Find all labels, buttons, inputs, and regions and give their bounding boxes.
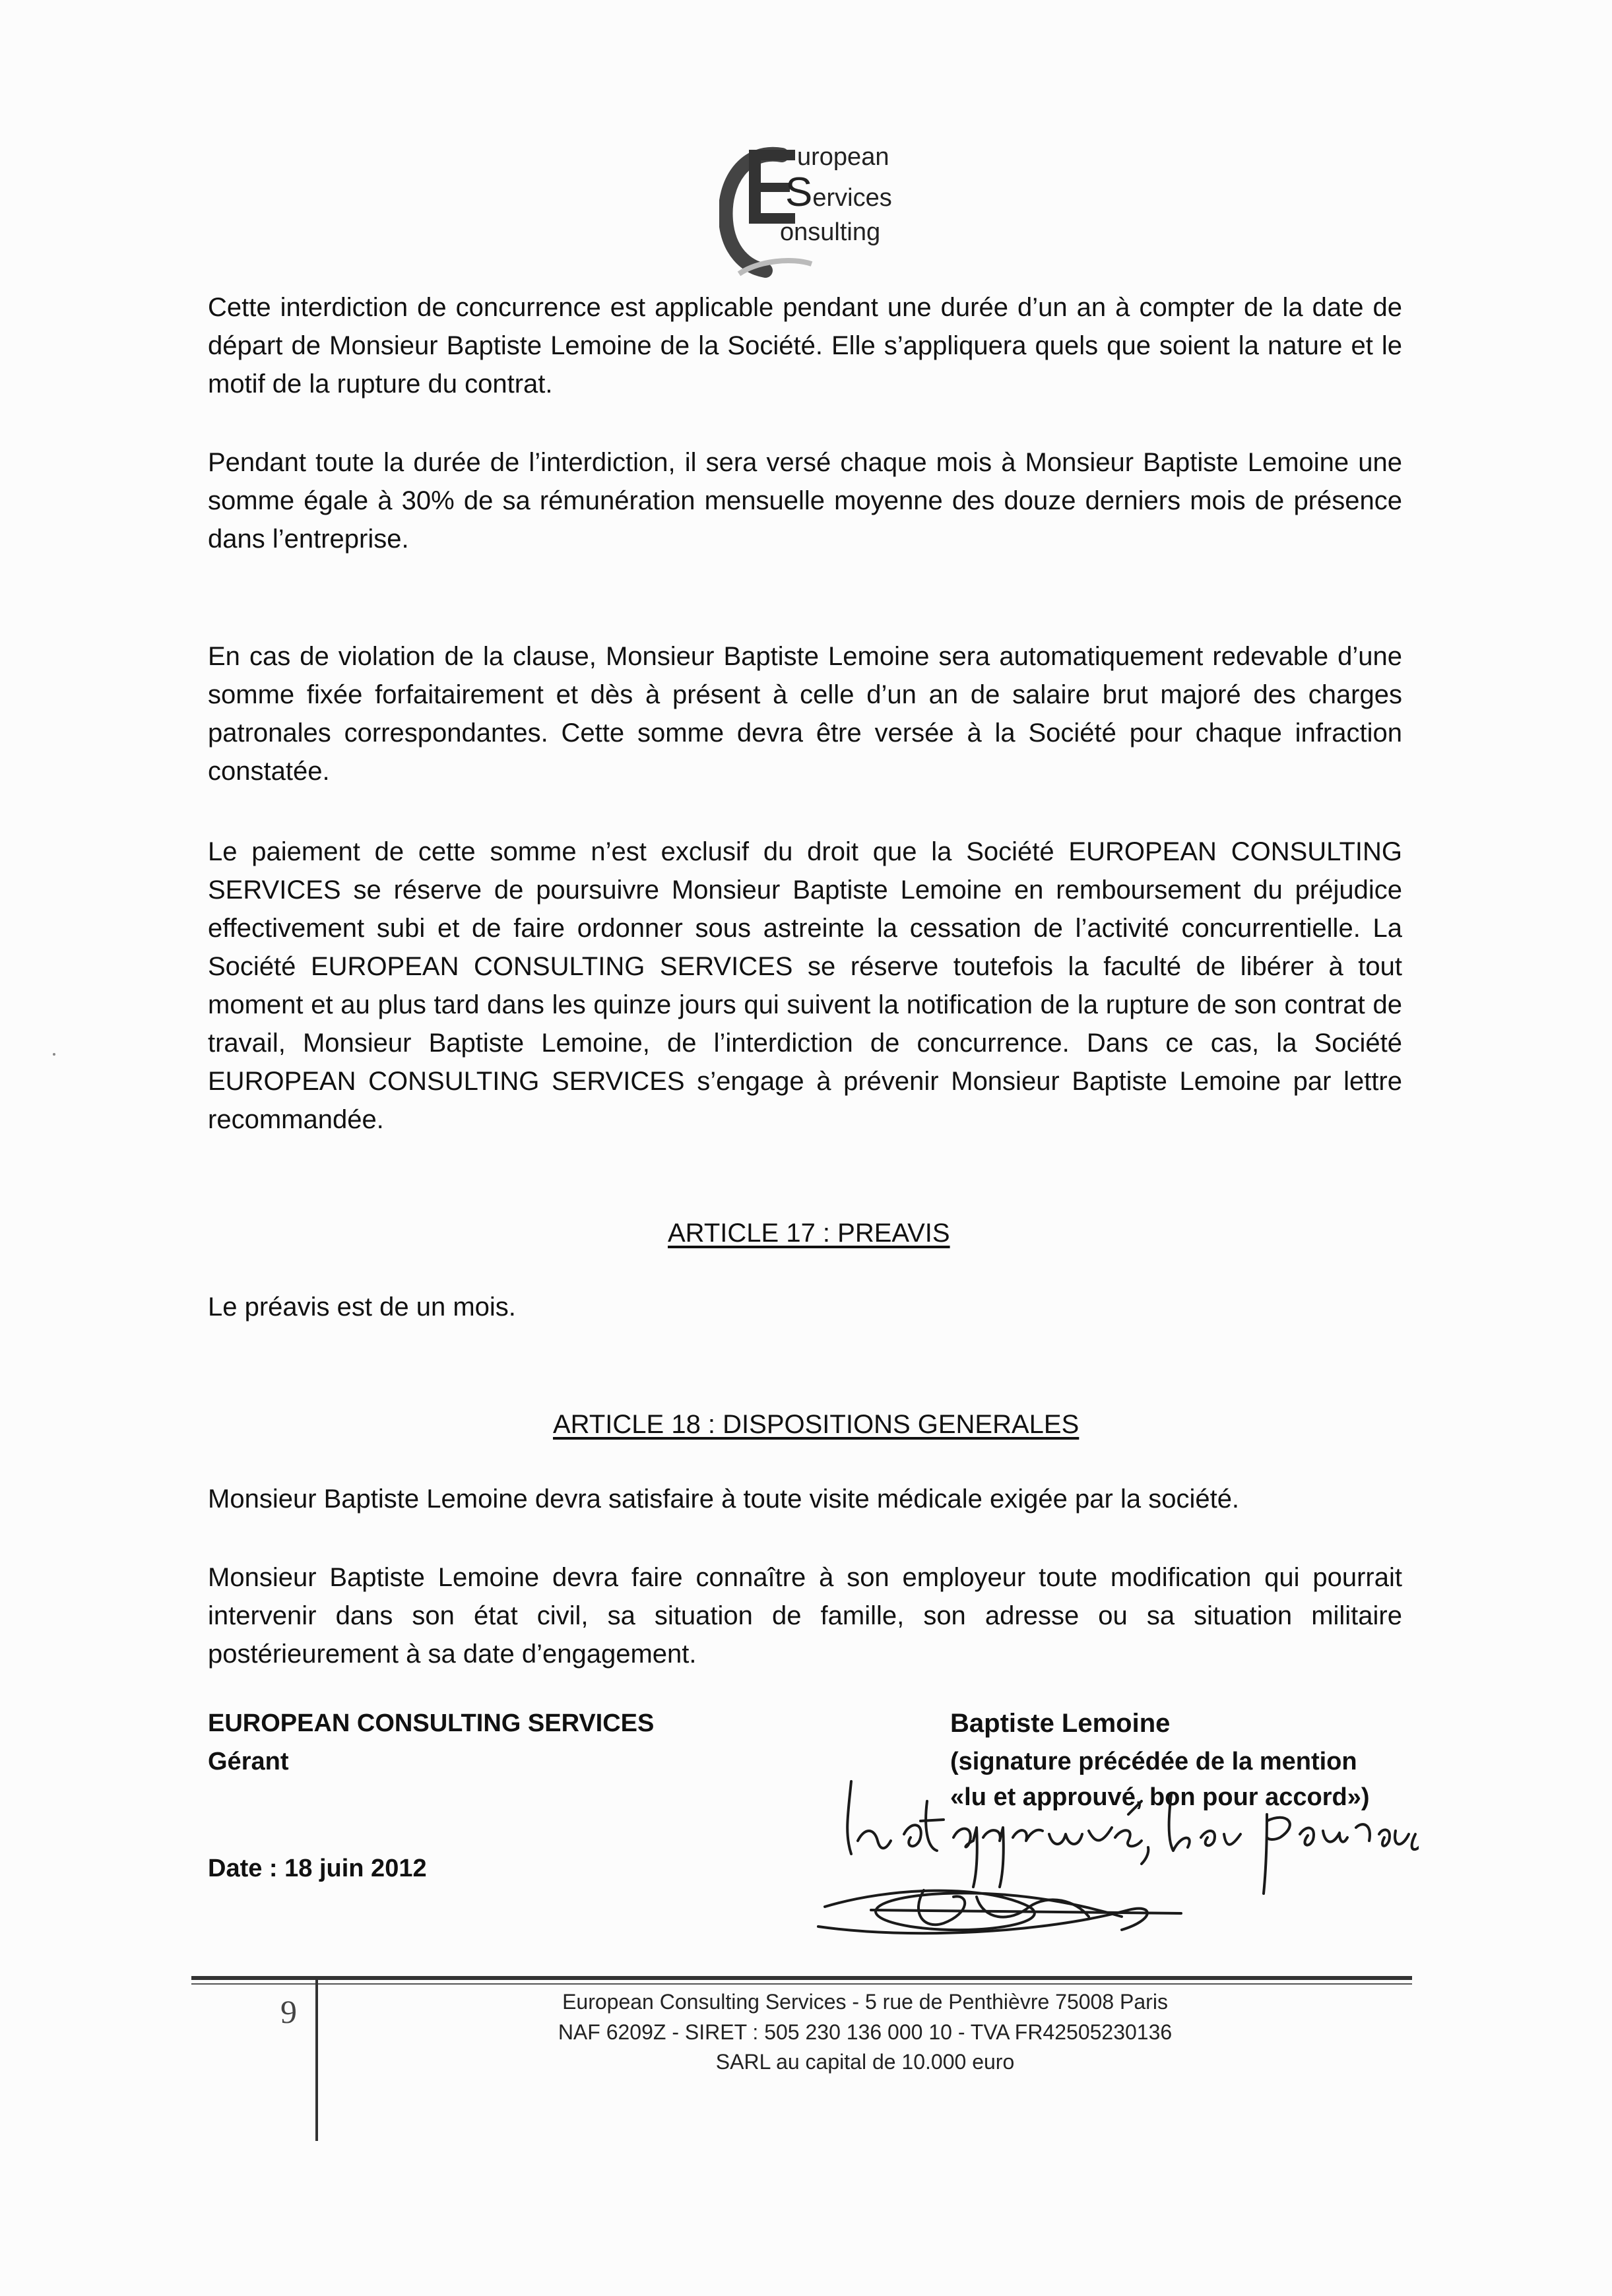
article-17-text: Le préavis est de un mois. xyxy=(208,1292,516,1322)
company-role: Gérant xyxy=(208,1748,289,1775)
company-logo xyxy=(719,135,944,287)
handwritten-signature xyxy=(812,1775,1419,1946)
logo-text-line3: onsulting xyxy=(780,218,881,246)
footer-capital: SARL au capital de 10.000 euro xyxy=(715,2050,1015,2074)
signature-mention-line1: (signature précédée de la mention xyxy=(950,1748,1357,1775)
paragraph-compensation: Pendant toute la durée de l’interdiction, il sera versé chaque mois à Monsieur Baptiste Lemoine une somme égale à 30% de sa rémunération mensuelle moyenne des douze derniers mois de présence dans l’entreprise. xyxy=(208,448,1402,554)
scan-speck xyxy=(53,1053,55,1056)
article-18-text-modification: Monsieur Baptiste Lemoine devra faire connaître à son employeur toute modification qui pourrait intervenir dans son état civil, sa situation de famille, son adresse ou sa situation militaire postérieurement à sa date d’engagement. xyxy=(208,1563,1402,1669)
signature-mention-line2: «lu et approuvé, bon pour accord») xyxy=(950,1783,1370,1811)
logo-text-line1: uropean xyxy=(797,143,889,171)
footer-registration: NAF 6209Z - SIRET : 505 230 136 000 10 - TVA FR42505230136 xyxy=(558,2020,1173,2044)
paragraph-violation: En cas de violation de la clause, Monsieur Baptiste Lemoine sera automatiquement redevable d’une somme fixée forfaitairement et dès à présent à celle d’un an de salaire brut majoré des charges patronales correspondantes. Cette somme devra être versée à la Société pour chaque infraction constatée. xyxy=(208,642,1402,786)
paragraph-payment-release: Le paiement de cette somme n’est exclusif du droit que la Société EUROPEAN CONSULTING SERVICES se réserve de poursuivre Monsieur Baptiste Lemoine en remboursement du préjudice effectivement subi et de faire ordonner sous astreinte la cessation de l’activité concurrentielle. La Société EUROPEAN CONSULTING SERVICES se réserve toutefois la faculté de libérer à tout moment et au plus tard dans les quinze jours qui suivent la notification de la rupture de son contrat de travail, Monsieur Baptiste Lemoine, de l’interdiction de concurrence. Dans ce cas, la Société EUROPEAN CONSULTING SERVICES s’engage à prévenir Monsieur Baptiste Lemoine par lettre recommandée. xyxy=(208,837,1402,1134)
article-18-text-medical: Monsieur Baptiste Lemoine devra satisfaire à toute visite médicale exigée par la société. xyxy=(208,1484,1240,1514)
employee-name: Baptiste Lemoine xyxy=(950,1709,1171,1738)
logo-text-services: ervices xyxy=(812,184,892,212)
company-name: EUROPEAN CONSULTING SERVICES xyxy=(208,1709,655,1737)
article-17-heading: ARTICLE 17 : PREAVIS xyxy=(668,1219,950,1248)
logo-text-line2 xyxy=(785,172,892,213)
paragraph-non-compete-duration: Cette interdiction de concurrence est applicable pendant une durée d’un an à compter de la date de départ de Monsieur Baptiste Lemoine de la Société. Elle s’appliquera quels que soient la nature et le motif de la rupture du contrat. xyxy=(208,293,1402,399)
page-number: 9 xyxy=(280,1993,297,2030)
signature-date: Date : 18 juin 2012 xyxy=(208,1855,427,1882)
article-18-heading: ARTICLE 18 : DISPOSITIONS GENERALES xyxy=(553,1410,1080,1439)
footer-address: European Consulting Services - 5 rue de Penthièvre 75008 Paris xyxy=(562,1990,1168,2014)
logo-letter-s: S xyxy=(785,170,813,215)
footer-rule-thin xyxy=(191,1983,1412,1985)
footer-rule xyxy=(191,1976,1412,1980)
